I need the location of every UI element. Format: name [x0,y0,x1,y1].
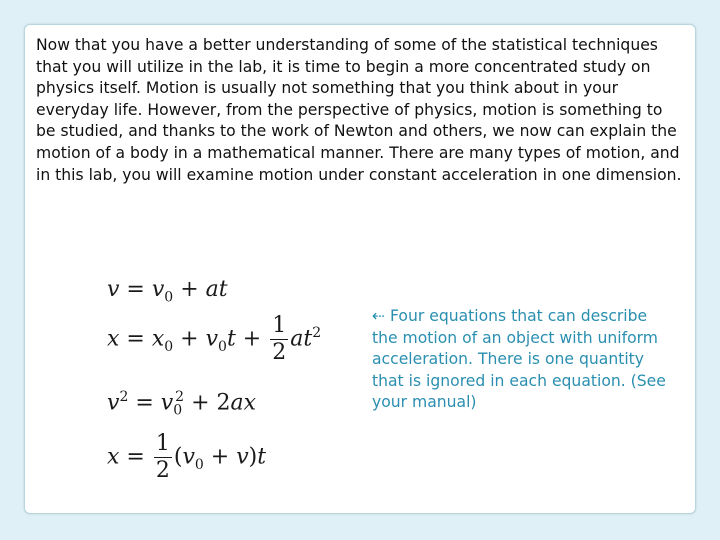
fraction-one-half: $\frac{1}{2}$ [155,431,170,483]
equations-note: ⇠ Four equations that can describe the motion of an object with uniform acceleration. There is one quantity that is ignored in each equation. (See your manual) [372,307,666,412]
fraction-one-half: $\frac{1}{2}$ [272,313,287,365]
equation-velocity: $v = v_0$ + at [107,277,228,306]
slide-card [24,24,696,514]
equation-velocity-squared: $v^2 = v_0^2 + 2ax$ [107,389,257,419]
equation-average-velocity: x = $\frac{1}{2}$ $(v_0 + v)t$ [107,431,267,483]
equation-position: $x = x_0 + v_0t$ + $\frac{1}{2}$ $at^2$ [107,313,322,365]
intro-paragraph: Now that you have a better understanding of some of the statistical techniques that you will utilize in the lab, it is time to begin a more concentrated study on physics itself. Motion is usually not something that you think about in your everyday life. However, from the perspective of physics, motion is something to be studied, and thanks to the work of Newton and others, we now can explain the motion of a body in a mathematical manner. There are many types of motion, and in this lab, you will examine motion under constant acceleration in one dimension. [36,36,682,184]
